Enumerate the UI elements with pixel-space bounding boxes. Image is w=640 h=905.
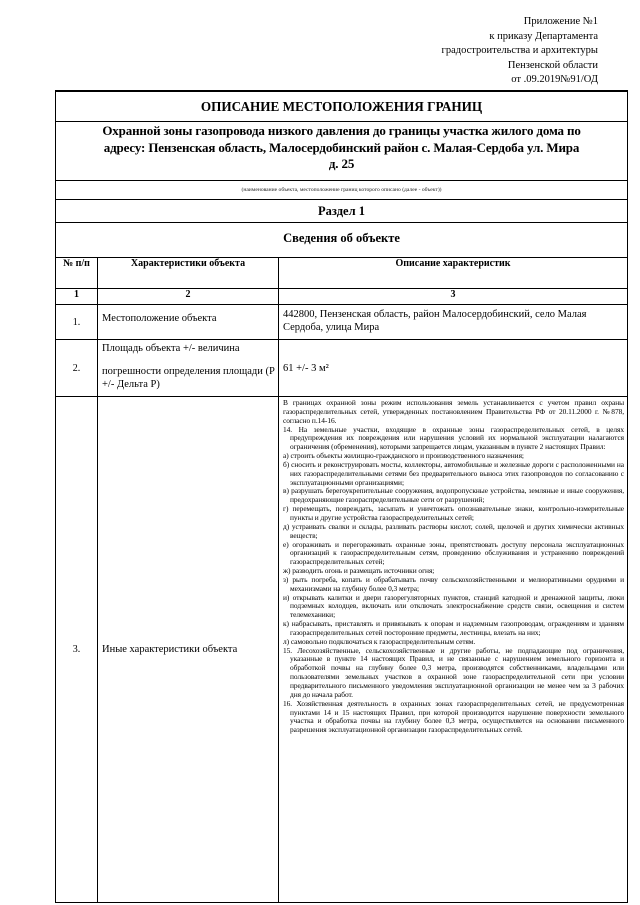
rule-paragraph: д) устраивать свалки и склады, разливать растворы кислот, солей, щелочей и других химически активных веществ; <box>283 521 625 540</box>
row-characteristic: Местоположение объекта <box>98 305 279 340</box>
rule-paragraph: ж) разводить огонь и размещать источники огня; <box>283 566 435 576</box>
document-title: ОПИСАНИЕ МЕСТОПОЛОЖЕНИЯ ГРАНИЦ <box>56 91 628 122</box>
row-number: 1. <box>56 305 98 340</box>
annex-line: к приказу Департамента <box>489 30 598 42</box>
col-header-num: № п/п <box>56 258 98 289</box>
annex-line: градостроительства и архитектуры <box>441 45 598 57</box>
boundary-description-table <box>55 90 628 903</box>
col-number-1: 1 <box>56 289 98 305</box>
annex-line: Приложение №1 <box>523 16 598 27</box>
row-number: 3. <box>56 397 98 903</box>
rule-paragraph: 14. На земельные участки, входящие в охранные зоны газораспределительных сетей, в целях предупреждения их повреждения или нарушения условий их нормальной эксплуатации налагаются ограничения (обременения), которыми запрещается лицам, указанным в пункте 2 настоящих Правил: <box>283 424 625 452</box>
col-header-desc: Описание характеристик <box>279 258 628 289</box>
row-number: 2. <box>56 340 98 397</box>
rule-paragraph: к) набрасывать, приставлять и привязывать к опорам и надземным газопроводам, ограждениям и зданиям газораспределительных сетей посторонние предметы, лестницы, влезать на них; <box>283 619 625 637</box>
row-characteristic <box>98 340 279 397</box>
rule-paragraph: л) самовольно подключаться к газораспределительным сетям. <box>283 636 476 646</box>
rule-paragraph: г) перемещать, повреждать, засыпать и уничтожать опознавательные знаки, контрольно-измерительные пункты и другие устройства газораспределительных сетей; <box>283 504 625 522</box>
rule-paragraph: е) огораживать и перегораживать охранные зоны, препятствовать доступу персонала эксплуатационных организаций к газораспределительным сетям, проведению обслуживания и устранению повреждений газораспределительных сетей; <box>283 539 625 567</box>
col-number-2: 2 <box>98 289 279 305</box>
rule-paragraph: а) строить объекты жилищно-гражданского и производственного назначения; <box>283 451 524 461</box>
area-label: Площадь объекта +/- величина <box>102 343 240 354</box>
table-row <box>56 340 628 397</box>
object-title-line: д. 25 <box>328 156 355 172</box>
row-description: 61 +/- 3 м² <box>279 340 628 397</box>
column-number-row <box>56 289 628 305</box>
table-row <box>56 305 628 340</box>
rule-paragraph: з) рыть погреба, копать и обрабатывать почву сельскохозяйственными и мелиоративными орудиями и механизмами на глубину более 0,3 метра; <box>283 574 625 593</box>
rule-paragraph: в) разрушать берегоукрепительные сооружения, водопропускные устройства, земляные и иные сооружения, предохраняющие газораспределительные сети от разрушений; <box>283 486 625 505</box>
annex-line: от .09.2019№91/ОД <box>511 74 598 86</box>
column-header-row <box>56 258 628 289</box>
section-title: Раздел 1 <box>56 200 628 223</box>
object-note: (наименование объекта, местоположение границ которого описано (далее - объект)) <box>56 181 628 200</box>
table-row <box>56 397 628 903</box>
rule-paragraph: б) сносить и реконструировать мосты, коллекторы, автомобильные и железные дороги с расположенными на них газораспределительными сетями без предварительного выноса этих газопроводов по согласованию с эксплуатационными организациями; <box>283 459 625 487</box>
object-title <box>56 122 628 181</box>
object-title-line: Охранной зоны газопровода низкого давления до границы участка жилого дома по <box>102 123 581 138</box>
area-error-label: погрешности определения площади (P +/- Дельта P) <box>102 366 275 390</box>
row-description: 442800, Пензенская область, район Малосердобинский, село Малая Сердоба, улица Мира <box>279 305 628 340</box>
annex-line: Пензенской области <box>507 59 598 71</box>
col-number-3: 3 <box>279 289 628 305</box>
col-header-char: Характеристики объекта <box>98 258 279 289</box>
rule-paragraph: 15. Лесохозяйственные, сельскохозяйственные и другие работы, не подпадающие под ограничения, указанные в пункте 14 настоящих Правил, и не связанные с нарушением земельного горизонта и обработкой почвы на глубину более 0,3 метра, производятся собственниками, владельцами или пользователями земельных участков в охранной зоне газораспределительной сети при условии предварительного письменного уведомления эксплуатационной организации не менее чем за 3 рабочих дня до начала работ. <box>283 645 625 699</box>
info-title: Сведения об объекте <box>56 223 628 258</box>
annex-block <box>338 15 598 88</box>
rule-paragraph: 16. Хозяйственная деятельность в охранных зонах газораспределительных сетей, не предусмотренная пунктами 14 и 15 настоящих Правил, при которой производится нарушение поверхности земельного участка и обработка почвы на глубину более 0,3 метра, осуществляется на основании письменного разрешения эксплуатационной организации газораспределительных сетей. <box>283 698 625 735</box>
row-description <box>279 397 628 903</box>
rule-paragraph: и) открывать калитки и двери газорегуляторных пунктов, станций катодной и дренажной защиты, люки подземных колодцев, включать или отключать электроснабжение средств связи, освещения и систем телемеханики; <box>283 592 625 620</box>
row-characteristic: Иные характеристики объекта <box>98 397 279 903</box>
object-title-line: адресу: Пензенская область, Малосердобинский район с. Малая-Сердоба ул. Мира <box>103 139 580 155</box>
rule-paragraph: В границах охранной зоны режим использования земель устанавливается с учетом правил охраны газораспределительных сетей, утвержденных постановлением Правительства РФ от 20.11.2000 г. №878, согласно п.14-16. <box>283 398 625 425</box>
